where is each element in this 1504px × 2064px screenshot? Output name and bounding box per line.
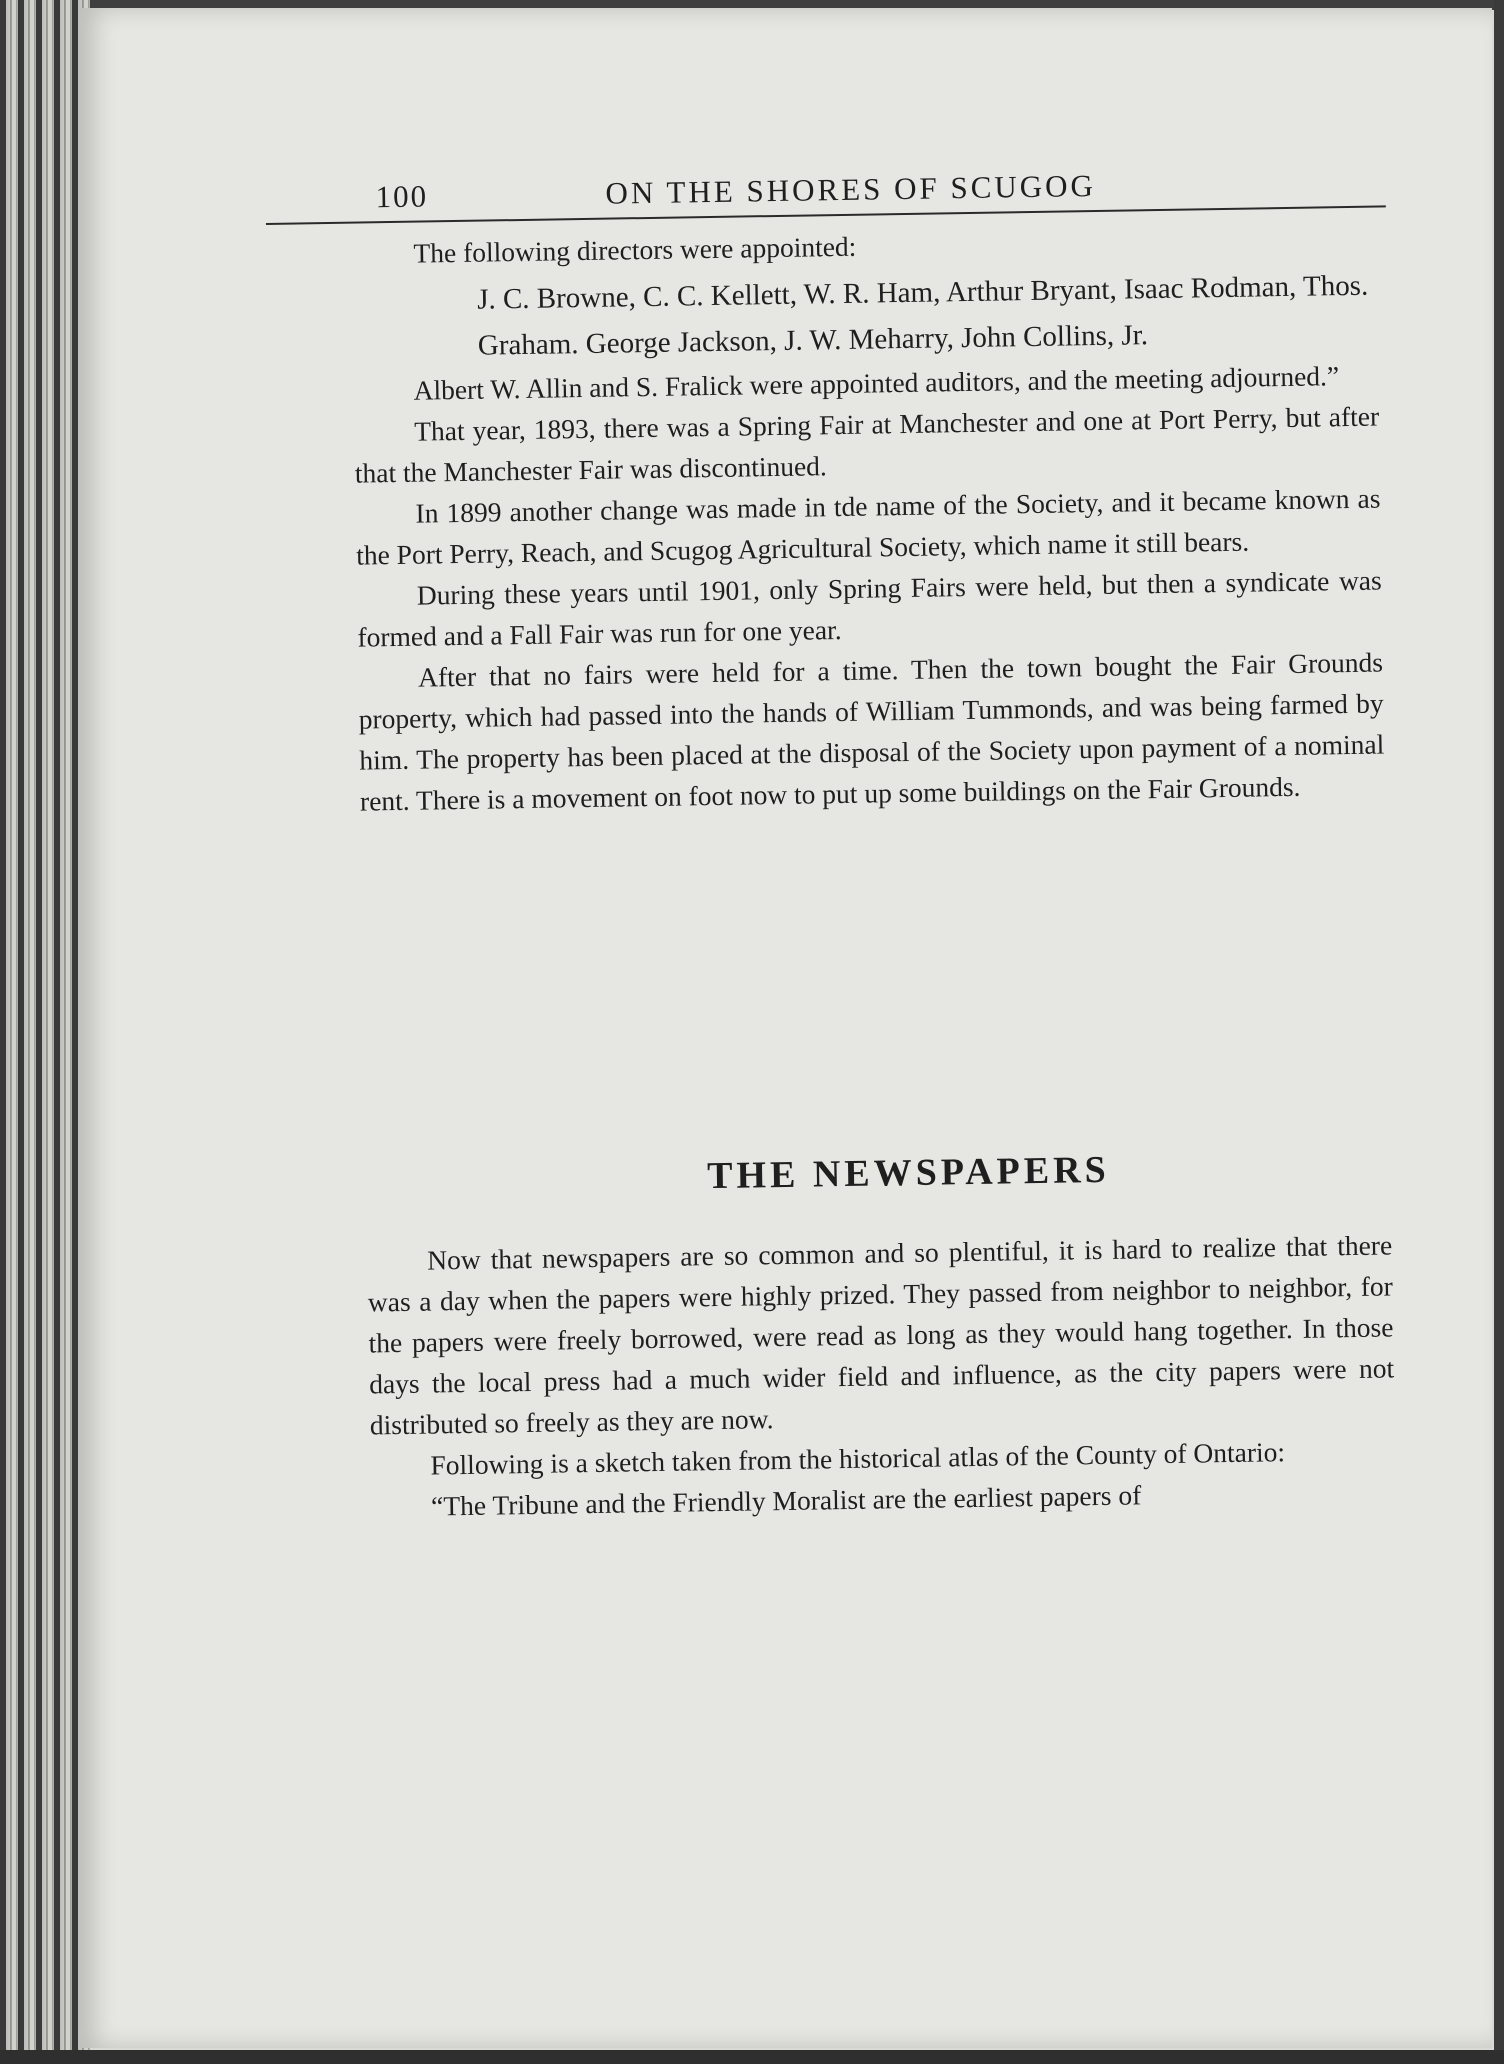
paragraph-newspapers-intro: Now that newspapers are so common and so plentiful, it is hard to realize that there was a day when the papers were highly prized. They passed from neighbor to neighbor, for the papers were freely borrowed, were read as long as they would hang together. In those days the local press had a much wider field and influence, as the city papers were not distributed so freely as they are now. bbox=[367, 1229, 1395, 1441]
paragraph-1901-fairs: During these years until 1901, only Spring Fairs were held, but then a syndicate was formed and a Fall Fair was run for one year. bbox=[357, 564, 1382, 653]
paragraph-fair-grounds: After that no fairs were held for a time. Then the town bought the Fair Grounds property, which had passed into the hands of William Tummonds, and was being farmed by him. The property has been placed at the disposal of the Society upon payment of a nominal rent. There is a movement on foot now to put up some buildings on the Fair Grounds. bbox=[358, 646, 1385, 817]
directors-intro: The following directors were appointed: bbox=[413, 230, 857, 269]
directors-list: J. C. Browne, C. C. Kellett, W. R. Ham, Arthur Bryant, Isaac Rodman, Thos. Graham. George Jackson, J. W. Meharry, John Collins, Jr. bbox=[476, 269, 1369, 362]
paragraph-atlas-sketch: Following is a sketch taken from the historical atlas of the County of Ontario: bbox=[430, 1436, 1286, 1481]
paragraph-tribune-quote: “The Tribune and the Friendly Moralist are the earliest papers of bbox=[430, 1479, 1142, 1522]
page-number: 100 bbox=[375, 178, 429, 215]
page-content bbox=[265, 145, 1406, 1528]
scan-border-right bbox=[1494, 0, 1504, 2064]
body-text bbox=[266, 217, 1406, 1528]
scan-border-bottom bbox=[0, 2050, 1504, 2064]
book-page bbox=[80, 8, 1492, 2048]
section-heading-newspapers: THE NEWSPAPERS bbox=[706, 1148, 1111, 1198]
paragraph-1893-fair: That year, 1893, there was a Spring Fair at Manchester and one at Port Perry, but after that the Manchester Fair was discontinued. bbox=[354, 400, 1380, 489]
paragraph-1899-name-change: In 1899 another change was made in tde name of the Society, and it became known as the Port Perry, Reach, and Scugog Agricultural Society, which name it still bears. bbox=[355, 482, 1381, 571]
running-head bbox=[265, 145, 1386, 225]
blank-space bbox=[360, 805, 1390, 1161]
paragraph-auditors: Albert W. Allin and S. Fralick were appointed auditors, and the meeting adjourned.” bbox=[413, 360, 1340, 406]
running-title: ON THE SHORES OF SCUGOG bbox=[605, 167, 1097, 211]
book-page-edges bbox=[0, 0, 90, 2064]
